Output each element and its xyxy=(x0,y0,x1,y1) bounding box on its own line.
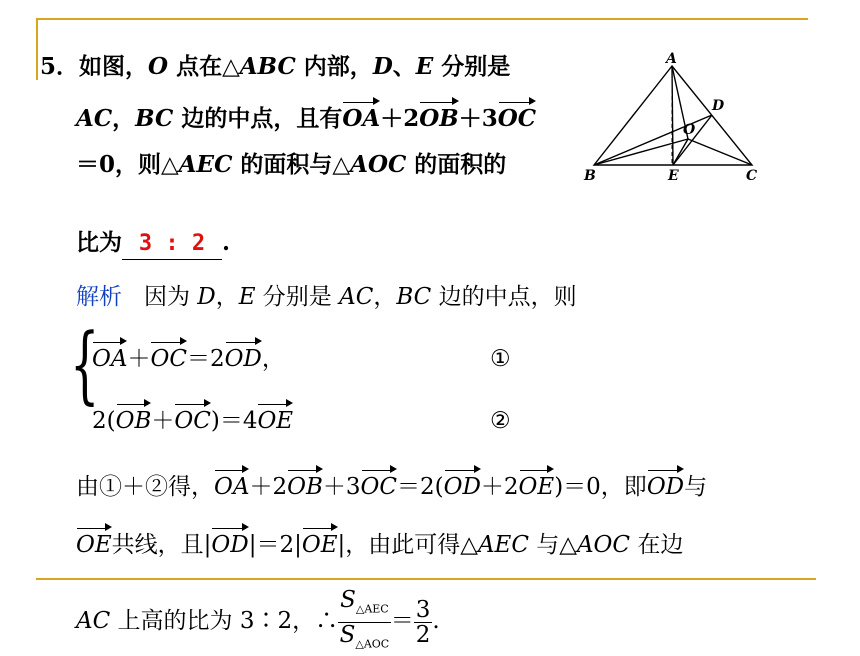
label-O: O xyxy=(683,122,696,138)
problem-line-1: 5．如图，O 点在△ABC 内部，D、E 分别是 xyxy=(40,53,511,80)
problem-line-2: AC，BC 边的中点，且有OA＋2OB＋3OC xyxy=(76,105,537,132)
equation-1-mark: ① xyxy=(490,346,511,372)
bottom-rule xyxy=(36,578,816,580)
top-rule xyxy=(36,18,808,20)
label-B: B xyxy=(584,168,596,184)
label-D: D xyxy=(712,98,725,114)
system-brace: { xyxy=(70,315,100,413)
label-E: E xyxy=(668,168,679,184)
triangle-figure xyxy=(580,52,780,184)
label-C: C xyxy=(746,168,758,184)
vector-OA: OA xyxy=(342,105,381,132)
solution-sum-line: 由①＋②得，OA＋2OB＋3OC＝2(OD＋2OE)＝0，即OD与 xyxy=(76,474,708,500)
segment-OC xyxy=(688,139,752,165)
segment-AE xyxy=(672,66,673,165)
problem-line-3: ＝0，则△AEC 的面积与△AOC 的面积的 xyxy=(76,151,507,178)
solution-collinear-line: OE共线，且|OD|＝2|OE|，由此可得△AEC 与△AOC 在边 xyxy=(76,532,684,558)
problem-line-4: 比为 3 : 2 . xyxy=(76,228,230,260)
solution-intro: 解析 因为 D，E 分别是 AC，BC 边的中点，则 xyxy=(76,284,577,310)
solution-last-line: AC 上高的比为 3∶2，∴ $\frac{S_{\triangle AEC}}{S_{\triangle AOC}}$ ＝ $\frac{3}{2}$ . xyxy=(76,588,440,656)
three-halves-fraction: $\frac{3}{2}$ xyxy=(415,596,431,648)
solution-label: 解析 xyxy=(76,284,122,310)
answer-text: 3 : 2 xyxy=(138,231,206,256)
equation-2-mark: ② xyxy=(490,408,511,434)
vector-OC: OC xyxy=(497,105,537,132)
equation-1: OA＋OC＝2OD， xyxy=(92,346,285,372)
left-rule xyxy=(36,18,38,80)
vector-OB: OB xyxy=(419,105,459,132)
equation-2: 2(OB＋OC)＝4OE xyxy=(92,408,294,434)
answer-blank xyxy=(122,228,222,260)
area-ratio-fraction: $\frac{S_{\triangle AEC}}{S_{\triangle AOC}}$ xyxy=(339,587,390,651)
problem-number: 5 xyxy=(40,53,57,80)
segment-BO xyxy=(594,139,688,165)
label-A: A xyxy=(666,52,677,67)
